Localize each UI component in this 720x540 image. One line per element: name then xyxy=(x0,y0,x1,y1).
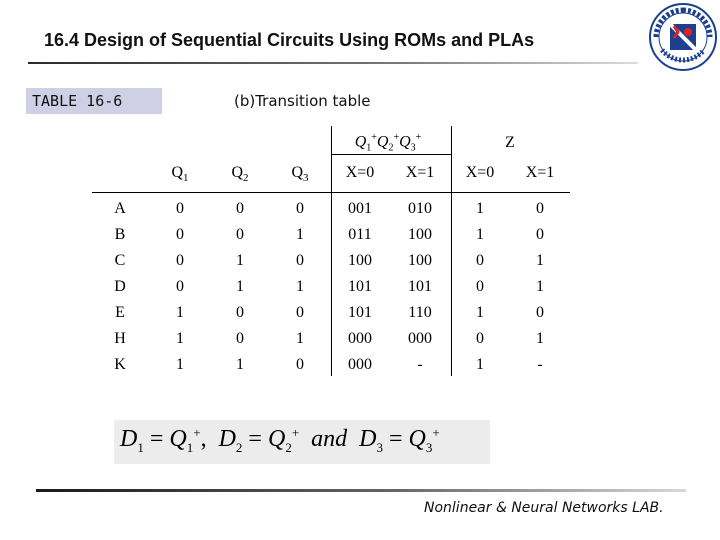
output-x1-cell: 1 xyxy=(536,330,544,347)
flip-flop-equation: $D_1 = Q_1^+$, $D_2 = Q_2^+$ and $D_3 = Q_3^+$ xyxy=(120,425,440,455)
next-state-x1-cell: 101 xyxy=(408,278,432,295)
q3-cell: 0 xyxy=(296,304,304,321)
next-state-x0-cell: 011 xyxy=(348,226,372,243)
q2-cell: 0 xyxy=(236,226,244,243)
output-x1-cell: 1 xyxy=(536,278,544,295)
q2-cell: 0 xyxy=(236,330,244,347)
q1-cell: 1 xyxy=(176,356,184,373)
next-state-x1-cell: 110 xyxy=(408,304,432,321)
q1-cell: 0 xyxy=(176,278,184,295)
title-underline xyxy=(28,62,638,64)
q2-cell: 0 xyxy=(236,304,244,321)
output-x0-cell: 1 xyxy=(476,200,484,217)
next-state-x1-cell: 100 xyxy=(408,252,432,269)
col-header-z-x0: X=0 xyxy=(465,164,495,181)
output-x0-cell: 1 xyxy=(476,356,484,373)
next-state-x1-cell: 010 xyxy=(408,200,432,217)
next-state-x0-cell: 000 xyxy=(348,330,372,347)
state-cell: C xyxy=(114,252,126,269)
university-seal-logo xyxy=(648,2,718,72)
state-cell: K xyxy=(114,356,126,373)
next-state-x0-cell: 001 xyxy=(348,200,372,217)
q3-cell: 1 xyxy=(296,278,304,295)
q1-cell: 0 xyxy=(176,252,184,269)
q2-cell: 1 xyxy=(236,356,244,373)
q1-cell: 0 xyxy=(176,226,184,243)
col-header-next-x1: X=1 xyxy=(405,164,435,181)
output-x0-cell: 0 xyxy=(476,278,484,295)
output-x1-cell: 0 xyxy=(536,304,544,321)
next-state-x0-cell: 101 xyxy=(348,304,372,321)
state-cell: D xyxy=(114,278,126,295)
output-x0-cell: 0 xyxy=(476,330,484,347)
output-x1-cell: - xyxy=(537,356,543,373)
q2-cell: 1 xyxy=(236,252,244,269)
next-state-x1-cell: 100 xyxy=(408,226,432,243)
output-x1-cell: 0 xyxy=(536,226,544,243)
col-header-q1: $Q_1$ xyxy=(171,164,189,185)
output-x0-cell: 0 xyxy=(476,252,484,269)
q3-cell: 0 xyxy=(296,252,304,269)
q3-cell: 1 xyxy=(296,226,304,243)
q2-cell: 0 xyxy=(236,200,244,217)
divider-next-output xyxy=(451,126,452,376)
state-cell: E xyxy=(115,304,125,321)
next-state-group-rule xyxy=(331,154,451,155)
output-group-header: Z xyxy=(505,134,515,151)
output-x1-cell: 1 xyxy=(536,252,544,269)
state-cell: H xyxy=(114,330,126,347)
next-state-x1-cell: 000 xyxy=(408,330,432,347)
q3-cell: 0 xyxy=(296,356,304,373)
next-state-x0-cell: 100 xyxy=(348,252,372,269)
output-x0-cell: 1 xyxy=(476,304,484,321)
table-label: TABLE 16-6 xyxy=(26,88,162,114)
q3-cell: 1 xyxy=(296,330,304,347)
state-cell: A xyxy=(114,200,126,217)
footer-lab-name: Nonlinear & Neural Networks LAB. xyxy=(424,500,664,516)
q1-cell: 1 xyxy=(176,304,184,321)
q3-cell: 0 xyxy=(296,200,304,217)
output-x0-cell: 1 xyxy=(476,226,484,243)
col-header-q3: $Q_3$ xyxy=(291,164,309,185)
table-caption: (b)Transition table xyxy=(234,92,371,110)
state-cell: B xyxy=(114,226,126,243)
next-state-x0-cell: 000 xyxy=(348,356,372,373)
q1-cell: 0 xyxy=(176,200,184,217)
next-state-x1-cell: - xyxy=(417,356,423,373)
col-header-next-x0: X=0 xyxy=(345,164,375,181)
header-rule xyxy=(92,192,570,193)
q2-cell: 1 xyxy=(236,278,244,295)
col-header-q2: $Q_2$ xyxy=(231,164,249,185)
next-state-group-header: $Q_1^+Q_2^+Q_3^+$ xyxy=(354,132,422,154)
col-header-z-x1: X=1 xyxy=(525,164,555,181)
slide-title: 16.4 Design of Sequential Circuits Using ROMs and PLAs xyxy=(44,30,535,50)
next-state-x0-cell: 101 xyxy=(348,278,372,295)
output-x1-cell: 0 xyxy=(536,200,544,217)
q1-cell: 1 xyxy=(176,330,184,347)
divider-present-next xyxy=(331,126,332,376)
footer-rule xyxy=(36,489,686,492)
